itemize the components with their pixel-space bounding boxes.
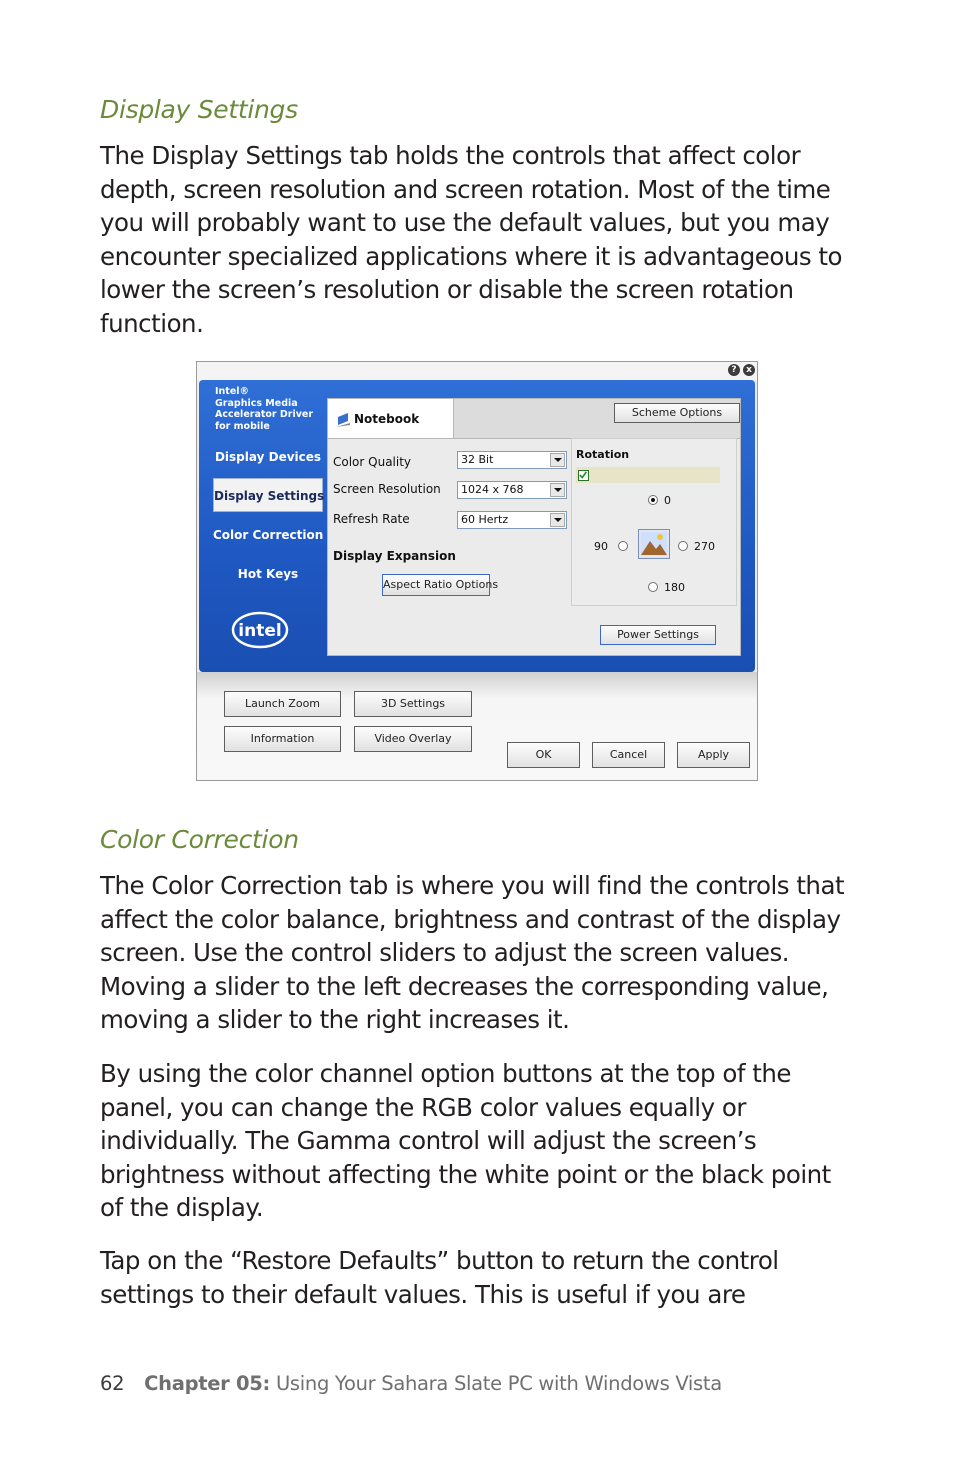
section-heading-display-settings: Display Settings — [100, 95, 298, 124]
information-button[interactable]: Information — [224, 726, 341, 752]
page-footer — [100, 1372, 722, 1395]
intel-logo-text: intel — [238, 621, 282, 641]
aspect-ratio-options-button[interactable]: Aspect Ratio Options — [382, 574, 490, 596]
nav-color-correction[interactable]: Color Correction — [213, 528, 324, 542]
launch-zoom-button[interactable]: Launch Zoom — [224, 691, 341, 717]
color-quality-label: Color Quality — [333, 455, 412, 469]
brand-line: Graphics Media — [215, 397, 298, 409]
text-line: The Display Settings tab holds the controls that affect color — [100, 141, 801, 170]
tab-notebook[interactable] — [328, 399, 454, 439]
chevron-down-icon[interactable] — [550, 453, 565, 467]
close-icon[interactable]: x — [743, 364, 755, 376]
notebook-icon — [336, 411, 350, 427]
text-line: individually. The Gamma control will adjust the screen’s — [100, 1126, 757, 1155]
cancel-button[interactable]: Cancel — [592, 742, 665, 768]
rotation-radio-0[interactable] — [648, 495, 658, 505]
3d-settings-button[interactable]: 3D Settings — [354, 691, 472, 717]
chevron-down-icon[interactable] — [550, 513, 565, 527]
text-line: function. — [100, 308, 204, 338]
page-number: 62 — [100, 1372, 125, 1395]
text-line: Moving a slider to the left decreases the corresponding value, — [100, 971, 829, 1001]
color-correction-paragraph-2 — [100, 1057, 860, 1225]
chapter-title: Using Your Sahara Slate PC with Windows Vista — [275, 1372, 722, 1395]
rotation-title: Rotation — [576, 448, 630, 461]
rotation-enable-row — [576, 467, 720, 483]
rotation-label-0: 0 — [664, 494, 671, 507]
intel-logo-icon — [231, 610, 289, 650]
nav-hot-keys[interactable]: Hot Keys — [237, 567, 299, 581]
tab-strip — [327, 398, 741, 438]
rotation-label-180: 180 — [664, 581, 685, 594]
text-line: affect the color balance, brightness and contrast of the display — [100, 904, 841, 934]
text-line: The Color Correction tab is where you will find the controls that — [100, 871, 845, 900]
help-icon[interactable]: ? — [728, 364, 740, 376]
text-line: moving a slider to the right increases it. — [100, 1005, 570, 1034]
screen-resolution-value: 1024 x 768 — [461, 483, 524, 496]
landscape-picture-icon — [638, 529, 670, 559]
text-line: you will probably want to use the default values, but you may — [100, 208, 830, 237]
brand-text — [215, 386, 313, 432]
power-settings-button[interactable]: Power Settings — [600, 625, 716, 645]
rotation-label-90: 90 — [594, 540, 608, 553]
chevron-down-icon[interactable] — [550, 483, 565, 497]
checkmark-icon — [579, 471, 588, 480]
text-line: screen. Use the control sliders to adjust the screen values. — [100, 938, 790, 967]
display-expansion-label: Display Expansion — [333, 549, 456, 563]
nav-display-devices[interactable]: Display Devices — [214, 450, 322, 464]
color-quality-value: 32 Bit — [461, 453, 494, 466]
apply-button[interactable]: Apply — [677, 742, 750, 768]
rotation-radio-180[interactable] — [648, 582, 658, 592]
section-heading-color-correction: Color Correction — [100, 825, 299, 854]
display-settings-paragraph — [100, 139, 860, 340]
screen-resolution-label: Screen Resolution — [333, 482, 441, 496]
text-line: of the display. — [100, 1193, 264, 1222]
refresh-rate-label: Refresh Rate — [333, 512, 410, 526]
text-line: depth, screen resolution and screen rotation. Most of the time — [100, 174, 831, 204]
dialog-titlebar — [197, 362, 757, 380]
text-line: settings to their default values. This is useful if you are — [100, 1279, 746, 1309]
video-overlay-button[interactable]: Video Overlay — [354, 726, 472, 752]
brand-line: Intel® — [215, 386, 250, 397]
rotation-enable-checkbox[interactable] — [578, 470, 589, 481]
nav-display-settings[interactable]: Display Settings — [213, 478, 323, 512]
text-line: panel, you can change the RGB color values equally or — [100, 1092, 746, 1122]
rotation-group — [571, 438, 737, 606]
screen-resolution-select[interactable] — [457, 481, 567, 499]
chapter-label: Chapter 05: — [144, 1372, 271, 1395]
text-line: Tap on the “Restore Defaults” button to return the control — [100, 1246, 779, 1275]
rotation-label-270: 270 — [694, 540, 715, 553]
text-line: By using the color channel option buttons at the top of the — [100, 1059, 791, 1088]
brand-line: Accelerator Driver — [215, 409, 314, 420]
color-correction-paragraph-1 — [100, 869, 860, 1037]
text-line: brightness without affecting the white point or the black point — [100, 1159, 831, 1189]
refresh-rate-select[interactable] — [457, 511, 567, 529]
refresh-rate-value: 60 Hertz — [461, 513, 509, 526]
scheme-options-button[interactable]: Scheme Options — [614, 403, 740, 423]
intel-graphics-dialog-screenshot — [196, 361, 758, 781]
color-quality-select[interactable] — [457, 451, 567, 469]
rotation-radio-90[interactable] — [618, 541, 628, 551]
color-correction-paragraph-3 — [100, 1244, 860, 1311]
rotation-radio-270[interactable] — [678, 541, 688, 551]
tab-notebook-label: Notebook — [354, 412, 420, 426]
ok-button[interactable]: OK — [507, 742, 580, 768]
text-line: encounter specialized applications where it is advantageous to — [100, 241, 843, 271]
brand-line: for mobile — [215, 420, 270, 432]
text-line: lower the screen’s resolution or disable the screen rotation — [100, 275, 794, 304]
